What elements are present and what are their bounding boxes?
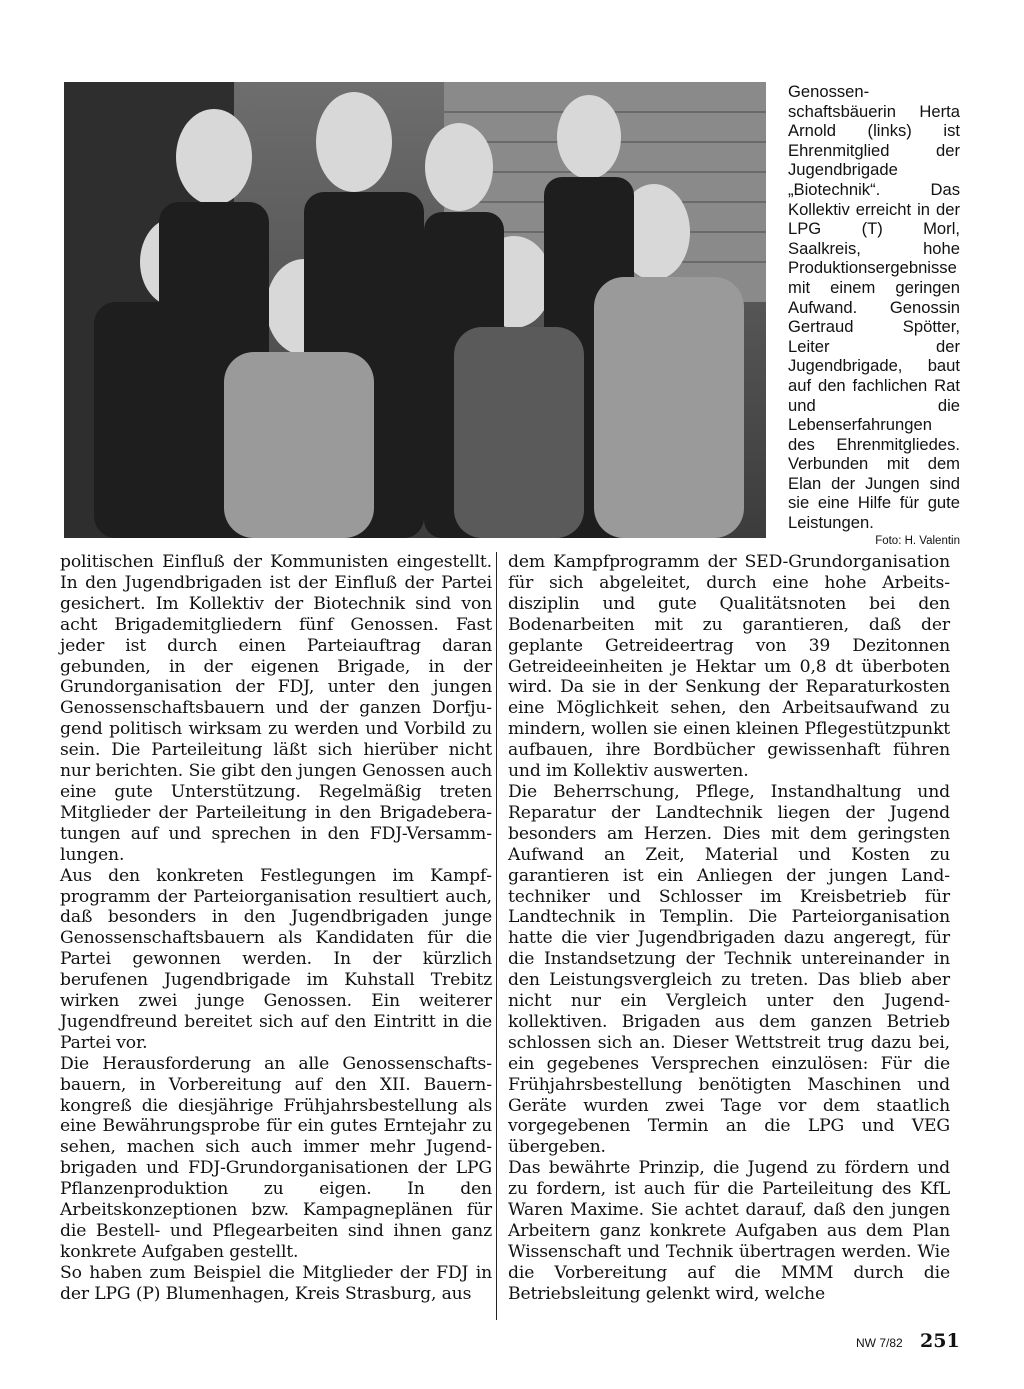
- paragraph: So haben zum Beispiel die Mitglieder der FDJ in der LPG (P) Blumenhagen, Kreis Strasburg, aus: [60, 1262, 492, 1304]
- photo-caption: [788, 82, 960, 548]
- paragraph: politischen Einfluß der Kommunisten eingestellt. In den Jugendbrigaden ist der Einfluß der Partei gesichert. Im Kollektiv der Biotechnik sind von acht Brigademitgliedern fünf Genossen. Fast jeder ist durch einen Parteiauftrag daran gebunden, in der eigenen Brigade, in der Grundorganisation der FDJ, unter den jungen Genossenschaftsbauern und der ganzen Dorfjugend politisch wirksam zu werden und Vorbild zu sein. Die Parteileitung läßt sich hierüber nicht nur berichten. Sie gibt den jungen Genossen auch eine gute Unterstützung. Regelmäßig treten Mitglieder der Parteileitung in den Brigadeberatungen auf und sprechen in den FDJ-Versammlungen.: [60, 552, 492, 865]
- group-photo-image: [64, 82, 766, 538]
- right-column: [508, 552, 950, 1305]
- paragraph: Die Beherrschung, Pflege, Instandhaltung und Reparatur der Landtechnik liegen der Jugend besonders am Herzen. Dies mit dem geringsten Aufwand an Zeit, Material und Kosten zu garantieren ist ein Anliegen der jungen Landtechniker und Schlosser im Kreisbetrieb für Landtechnik in Templin. Die Parteiorganisation hatte die vier Jugendbrigaden dazu angeregt, für die Instandsetzung der Technik untereinander in den Leistungsvergleich zu treten. Das blieb aber nicht nur ein Vergleich unter den Jugendkollektiven. Brigaden aus dem ganzen Betrieb schlossen sich an. Dieser Wettstreit trug dazu bei, ein gegebenes Versprechen einzulösen: Für die Frühjahrsbestellung benötigten Maschinen und Geräte wurden zwei Tage vor dem staatlich vorgegebenen Termin an die LPG und VEG übergeben.: [508, 781, 950, 1158]
- paragraph: Die Herausforderung an alle Genossenschaftsbauern, in Vorbereitung auf den XII. Bauernkongreß die diesjährige Frühjahrsbestellung als eine Bewährungsprobe für ein gutes Erntejahr zu sehen, machen sich auch immer mehr Jugendbrigaden und FDJ-Grundorganisationen der LPG Pflanzenproduktion zu eigen. In den Arbeitskonzeptionen bzw. Kampagneplänen für die Bestell- und Pflegearbeiten sind ihnen ganz konkrete Aufgaben gestellt.: [60, 1053, 492, 1262]
- issue-label: NW 7/82: [856, 1336, 903, 1350]
- column-divider: [496, 552, 497, 1320]
- paragraph: dem Kampfprogramm der SED-Grundorganisation für sich abgeleitet, durch eine hohe Arbeitsdisziplin und gute Qualitätsnoten bei den Bodenarbeiten mit zu garantieren, daß der geplante Getreideertrag von 39 Dezitonnen Getreideeinheiten je Hektar um 0,8 dt überboten wird. Da sie in der Senkung der Reparaturkosten eine Möglichkeit sehen, den Arbeitsaufwand zu mindern, wollen sie einen kleinen Pflegestützpunkt aufbauen, ihre Bordbücher gewissenhaft führen und im Kollektiv auswerten.: [508, 552, 950, 782]
- page-number: 251: [920, 1330, 960, 1352]
- paragraph: Das bewährte Prinzip, die Jugend zu fördern und zu fordern, ist auch für die Parteileitung des KfL Waren Maxime. Sie achtet darauf, daß den jungen Arbeitern ganz konkrete Aufgaben aus dem Plan Wissenschaft und Technik übertragen werden. Wie die Vorbereitung auf die MMM durch die Betriebsleitung gelenkt wird, welche: [508, 1158, 950, 1304]
- photo-credit: Foto: H. Valentin: [875, 534, 960, 547]
- caption-text: Genossenschaftsbäuerin Herta Arnold (links) ist Ehrenmitglied der Jugendbrigade „Biotechnik“. Das Kollektiv erreicht in der LPG (T) Morl, Saalkreis, hohe Produktionsergebnisse mit einem geringen Aufwand. Genossin Gertraud Spötter, Leiter der Jugendbrigade, baut auf den fachlichen Rat und die Lebenserfahrungen des Ehrenmitgliedes. Verbunden mit dem Elan der Jungen sind sie eine Hilfe für gute Leistungen.: [788, 82, 960, 533]
- paragraph: Aus den konkreten Festlegungen im Kampfprogramm der Parteiorganisation resultiert auch, daß besonders in den Jugendbrigaden junge Genossenschaftsbauern als Kandidaten für die Partei gewonnen werden. In der kürzlich berufenen Jugendbrigade im Kuhstall Trebitz wirken zwei junge Genossen. Ein weiterer Jugendfreund bereitet sich auf den Eintritt in die Partei vor.: [60, 865, 492, 1053]
- group-photo: [64, 82, 766, 538]
- left-column: [60, 552, 492, 1305]
